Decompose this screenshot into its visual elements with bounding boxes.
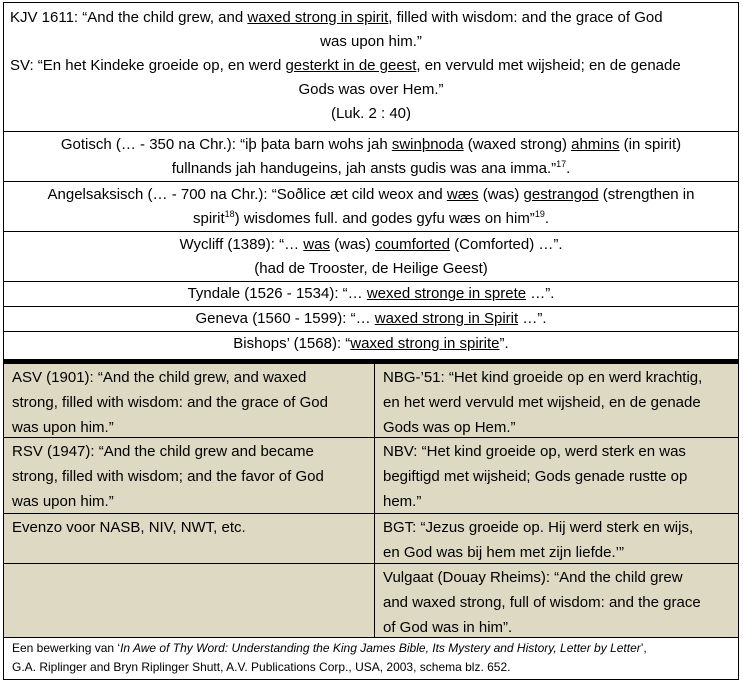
vulgaat-cell: Vulgaat (Douay Rheims): “And the child grew and waxed strong, full of wisdom: and the grace of God was in him”.: [375, 564, 739, 638]
angelsaksisch-line-1: Angelsaksisch (… - 700 na Chr.): “Soðlice æt cild weox and wæs (was) gestrangod (strengthen in: [47, 186, 695, 203]
wycliff-cell: [3, 232, 739, 282]
asv-cell: ASV (1901): “And the child grew, and waxed strong, filled with wisdom: and the grace of God was upon him.”: [3, 364, 375, 438]
gotisch-line-2: fullnands jah handugeins, jah ansts gudis was ana imma.”$^{17}$.: [171, 159, 571, 177]
wycliff-line-2: (had de Trooster, de Heilige Geest): [254, 260, 488, 277]
sv-reference: (Luk. 2 : 40): [330, 105, 412, 122]
empty-cell: [3, 564, 375, 638]
source-footnote: [3, 638, 739, 680]
gotisch-line-1: Gotisch (… - 350 na Chr.): “iþ þata barn wohs jah swinþnoda (waxed strong) ahmins (in spirit): [60, 136, 682, 153]
kjv-line-1: KJV 1611: “And the child grew, and waxed strong in spirit, filled with wisdom: and the grace of God: [10, 9, 663, 26]
wycliff-line-1: Wycliff (1389): “… was (was) coumforted (Comforted) …”.: [179, 236, 563, 253]
angelsaksisch-cell: [3, 182, 739, 232]
kjv-line-2: was upon him.”: [320, 33, 422, 50]
footnote-line-1: Een bewerking van ‘In Awe of Thy Word: Understanding the King James Bible, Its Mystery and History, Letter by Letter’,: [12, 641, 647, 655]
angelsaksisch-line-2: spirit$^{18}$) wisdomes full. and godes gyfu wæs on him”$^{19}$.: [192, 209, 549, 227]
tyndale-cell: Tyndale (1526 - 1534): “… wexed stronge in sprete …”.: [3, 282, 739, 307]
nbv-cell: NBV: “Het kind groeide op, werd sterk en was begiftigd met wijsheid; Gods genade rustte op hem.”: [375, 438, 739, 514]
bgt-cell: BGT: “Jezus groeide op. Hij werd sterk en wijs, en God was bij hem met zijn liefde.’”: [375, 514, 739, 564]
sv-underlined: gesterkt in de geest: [285, 57, 417, 74]
rsv-cell: RSV (1947): “And the child grew and became strong, filled with wisdom; and the favor of God was upon him.”: [3, 438, 375, 514]
kjv-sv-cell: [3, 2, 739, 132]
evenzo-cell: Evenzo voor NASB, NIV, NWT, etc.: [3, 514, 375, 564]
book-title: In Awe of Thy Word: Understanding the King James Bible, Its Mystery and History, Letter by Letter: [120, 641, 641, 655]
sv-line-1: SV: “En het Kindeke groeide op, en werd gesterkt in de geest, en vervuld met wijsheid; en de genade: [10, 57, 681, 74]
nbg-cell: NBG-’51: “Het kind groeide op en werd krachtig, en het werd vervuld met wijsheid, en de genade Gods was op Hem.”: [375, 364, 739, 438]
kjv-underlined: waxed strong in spirit: [247, 9, 389, 26]
geneva-cell: Geneva (1560 - 1599): “… waxed strong in Spirit …”.: [3, 307, 739, 332]
footnote-line-2: G.A. Riplinger and Bryn Riplinger Shutt, A.V. Publications Corp., USA, 2003, schema blz. 652.: [12, 660, 511, 674]
gotisch-cell: [3, 132, 739, 182]
sv-line-2: Gods was over Hem.”: [298, 81, 444, 98]
bishops-cell: Bishops’ (1568): “waxed strong in spirite”.: [3, 332, 739, 359]
